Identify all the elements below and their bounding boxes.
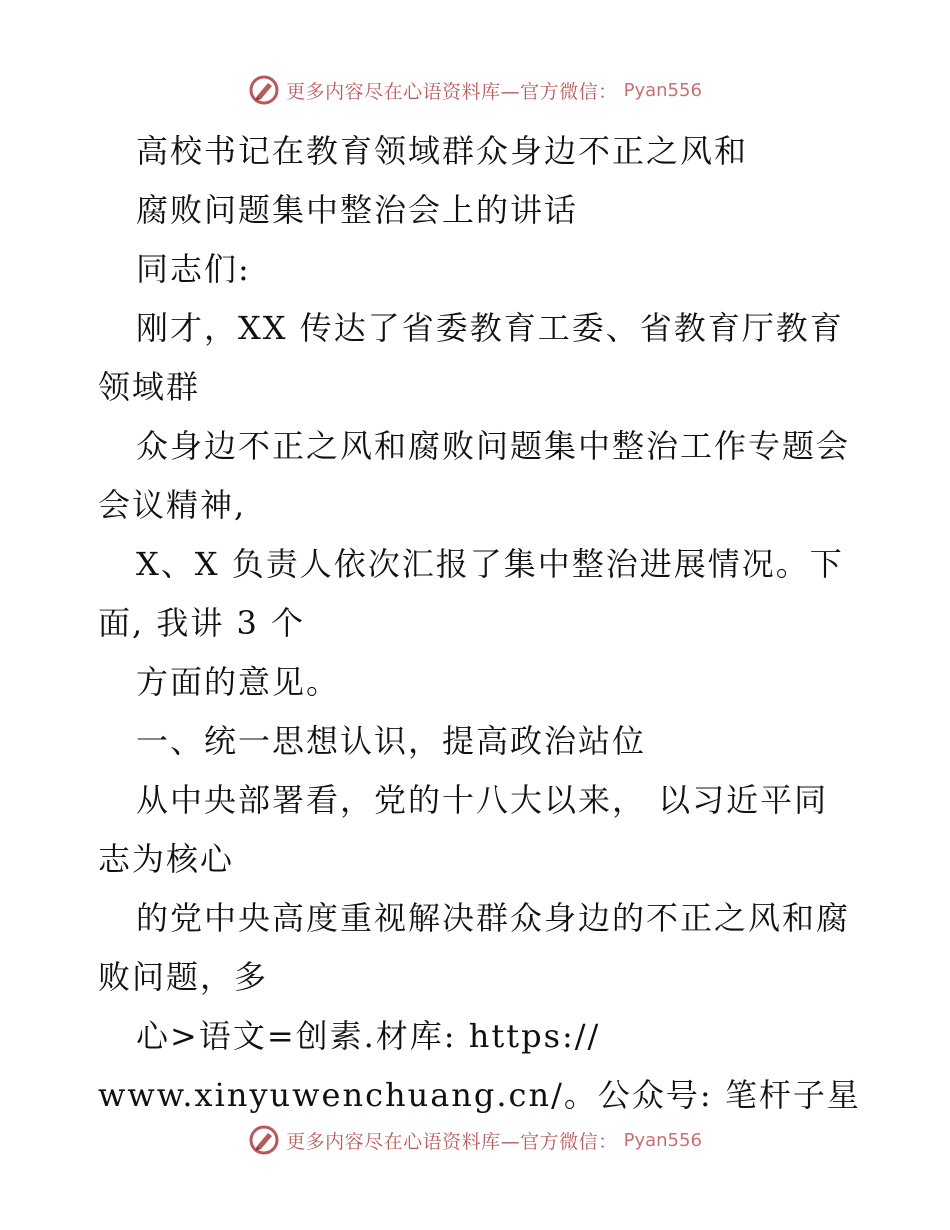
watermark-text: 更多内容尽在心语资料库—官方微信： [286, 80, 618, 103]
section-heading: 一、统一思想认识，提高政治站位 [136, 722, 647, 760]
paragraph-line: 心>语文=创素.材库: https:// [136, 1017, 601, 1055]
title-line-2: 腐败问题集中整治会上的讲话 [136, 191, 579, 229]
paragraph-line: 面, 我讲 3 个 [98, 604, 306, 642]
salutation: 同志们: [136, 250, 251, 288]
paragraph-line: 的党中央高度重视解决群众身边的不正之风和腐 [136, 899, 851, 937]
pen-logo-icon [248, 1124, 280, 1156]
paragraph-line: 志为核心 [98, 840, 235, 878]
paragraph-line: www.xinyuwenchuang.cn/。公众号: 笔杆子星 [98, 1076, 861, 1114]
paragraph-line: 从中央部署看，党的十八大以来， 以习近平同 [136, 781, 829, 819]
paragraph-line: X、X 负责人依次汇报了集中整治进展情况。下 [136, 545, 844, 583]
paragraph-line: 领域群 [98, 368, 201, 406]
watermark-id: Pyan556 [623, 1129, 702, 1151]
header-watermark [0, 70, 950, 110]
document-body [98, 122, 861, 1125]
paragraph-line: 刚才，XX 传达了省委教育工委、省教育厅教育 [136, 309, 844, 347]
paragraph-line: 会议精神, [98, 486, 247, 524]
footer-watermark [0, 1120, 950, 1160]
paragraph-line: 败问题，多 [98, 958, 269, 996]
watermark-id: Pyan556 [623, 79, 702, 101]
paragraph-line: 方面的意见。 [136, 663, 341, 701]
watermark-text: 更多内容尽在心语资料库—官方微信： [286, 1130, 618, 1153]
paragraph-line: 众身边不正之风和腐败问题集中整治工作专题会 [136, 427, 851, 465]
pen-logo-icon [248, 74, 280, 106]
title-line-1: 高校书记在教育领域群众身边不正之风和 [136, 132, 749, 170]
